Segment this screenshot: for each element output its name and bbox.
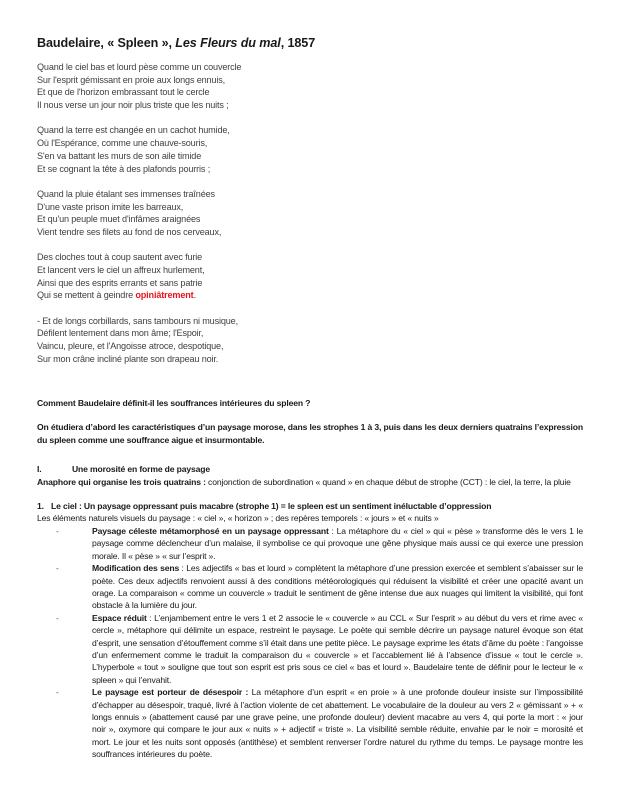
section-title: Une morosité en forme de paysage xyxy=(72,464,210,475)
bullet-item xyxy=(37,686,583,760)
anaphore-label: Anaphore qui organise les trois quatrains : xyxy=(37,476,206,487)
bullet-dash-icon: - xyxy=(56,687,59,698)
poem-line: Des cloches tout à coup sautent avec furie xyxy=(37,252,203,263)
poem-stanza-4 xyxy=(37,251,583,302)
poem-line xyxy=(37,289,583,302)
line-punctuation: . xyxy=(193,290,196,301)
anaphore-text: conjonction de subordination « quand » en chaque début de strophe (CCT) : le ciel, la terre, la pluie xyxy=(205,476,571,487)
bullet-label: Le paysage est porteur de désespoir : xyxy=(92,687,249,698)
poem-line: Quand la terre est changée en un cachot humide, xyxy=(37,125,230,136)
subsection-1 xyxy=(37,500,583,761)
line-text: Qui se mettent à geindre xyxy=(37,290,136,301)
bullet-text: : L’enjambement entre le vers 1 et 2 associe le « couvercle » au CCL « Sur l’esprit » au début du vers et rime avec « cercle », métaphore qui délimite un espace, restreint le paysage. Le poète qui semble décrire un paysage naturel évoque son état d’esprit, une sensation d’étouffement comme s’il était dans une petite pièce. Le paysage exprime les états d’âme du poète : l’angoisse d’un enfermement comme le traduit la comparaison du « couvercle » et l’accablement lié à l’absence d’issue « tout le cercle ». L’hyperbole « tout » souligne que tout son esprit est pris sous ce ciel « bas et lourd ». Baudelaire tente de définir pour le lecteur le « spleen » qui l’envahit. xyxy=(92,612,583,685)
title-suffix: , 1857 xyxy=(280,36,316,50)
document-page xyxy=(37,36,583,761)
subsection-heading xyxy=(37,500,583,512)
poem-line: Quand la pluie étalant ses immenses traînées xyxy=(37,188,215,199)
bullet-item xyxy=(37,612,583,686)
bullet-label: Espace réduit xyxy=(92,612,147,623)
bullet-text: La métaphore d’un esprit « en proie » à une profonde douleur insiste sur l’impossibilité d’échapper au désespoir, traqué, livré à l’action violente de cet abattement. Le vocabulaire de la douleur au vers 2 « gémissant » + « longs ennuis » (abattement causé par une grave peine, une profonde douleur) devient macabre au vers 4, qui porte la mort : « jour noir », oxymore qui compare le jour aux « nuits » + adjectif « triste ». La visibilité semble réduite, envahie par le noir = morosité et mort. Le jour et les nuits sont opposés (antithèse) et semblent renverser l’ordre naturel du rythme du temps. Le paysage montre les souffrances intérieures du poète. xyxy=(92,687,583,760)
title-work: Les Fleurs du mal xyxy=(175,36,281,50)
poem-stanza-2 xyxy=(37,124,583,175)
section-number: I. xyxy=(37,464,42,475)
bullet-dash-icon: - xyxy=(56,612,59,623)
bullet-text: : La métaphore du « ciel » qui « pèse » transforme dès le vers 1 le paysage comme déclencheur d’un malaise, il symbolise ce qui provoque une gêne physique mais aussi ce qui exerce une pression morale. Il « pèse » « sur l’esprit ». xyxy=(92,525,583,561)
bullet-item xyxy=(37,525,583,562)
anaphore-paragraph xyxy=(37,476,583,488)
poem-line: S'en va battant les murs de son aile timide xyxy=(37,150,202,161)
bullet-label: Modification des sens xyxy=(92,563,180,574)
poem-line: Sur mon crâne incliné plante son drapeau noir. xyxy=(37,353,219,364)
poem-line: Ainsi que des esprits errants et sans patrie xyxy=(37,277,203,288)
poem-line: D'une vaste prison imite les barreaux, xyxy=(37,201,184,212)
poem-line: Vaincu, pleure, et l'Angoisse atroce, despotique, xyxy=(37,341,224,352)
subsection-title: Le ciel : Un paysage oppressant puis macabre (strophe 1) = le spleen est un sentiment inéluctable d’oppression xyxy=(51,501,492,512)
bullet-label: Paysage céleste métamorphosé en un paysage oppressant xyxy=(92,525,329,536)
poem-line: Où l'Espérance, comme une chauve-souris, xyxy=(37,138,208,149)
poem-stanza-5 xyxy=(37,315,583,366)
poem-line: - Et de longs corbillards, sans tambours ni musique, xyxy=(37,315,238,326)
bullet-list xyxy=(37,525,583,761)
poem-line: Et que de l'horizon embrassant tout le cercle xyxy=(37,87,210,98)
title-prefix: Baudelaire, « Spleen », xyxy=(37,36,176,50)
study-plan: On étudiera d’abord les caractéristiques d’un paysage morose, dans les strophes 1 à 3, puis dans les deux derniers quatrains l’expression du spleen comme une souffrance aigue et insurmontable. xyxy=(37,422,583,445)
document-title xyxy=(37,36,583,50)
poem-line: Et se cognant la tête à des plafonds pourris ; xyxy=(37,163,211,174)
bullet-dash-icon: - xyxy=(56,525,59,536)
bullet-dash-icon: - xyxy=(56,563,59,574)
problematic-question: Comment Baudelaire définit-il les souffrances intérieures du spleen ? xyxy=(37,398,311,409)
subsection-number: 1. xyxy=(37,501,44,512)
poem-line: Quand le ciel bas et lourd pèse comme un couvercle xyxy=(37,62,242,72)
poem-stanza-3 xyxy=(37,188,583,239)
poem xyxy=(37,61,583,365)
poem-line: Et lancent vers le ciel un affreux hurlement, xyxy=(37,264,205,275)
poem-line: Il nous verse un jour noir plus triste que les nuits ; xyxy=(37,100,229,111)
highlighted-word: opiniâtrement xyxy=(135,290,194,301)
section-1 xyxy=(37,463,583,488)
poem-line: Et qu'un peuple muet d'infâmes araignées xyxy=(37,214,201,225)
poem-line: Défilent lentement dans mon âme; l'Espoir, xyxy=(37,328,204,339)
poem-stanza-1 xyxy=(37,61,583,112)
bullet-text: : Les adjectifs « bas et lourd » complètent la métaphore d’une pression exercée et semblent s’abaisser sur le poète. Ces deux adjectifs renvoient aussi à des conditions météorologiques qui réduisent la visibilité et créer une opacité avant un orage. La comparaison « comme un couvercle » traduit le sentiment de gêne intense due aux nuages qui limitent la visibilité, qui font obstacle à la lumière du jour. xyxy=(92,563,584,611)
poem-line: Vient tendre ses filets au fond de nos cerveaux, xyxy=(37,226,222,237)
poem-line: Sur l'esprit gémissant en proie aux longs ennuis, xyxy=(37,74,225,85)
section-heading xyxy=(37,463,583,475)
subsection-intro: Les éléments naturels visuels du paysage : « ciel », « horizon » ; des repères temporels : « jours » et « nuits » xyxy=(37,513,439,524)
bullet-item xyxy=(37,562,583,612)
